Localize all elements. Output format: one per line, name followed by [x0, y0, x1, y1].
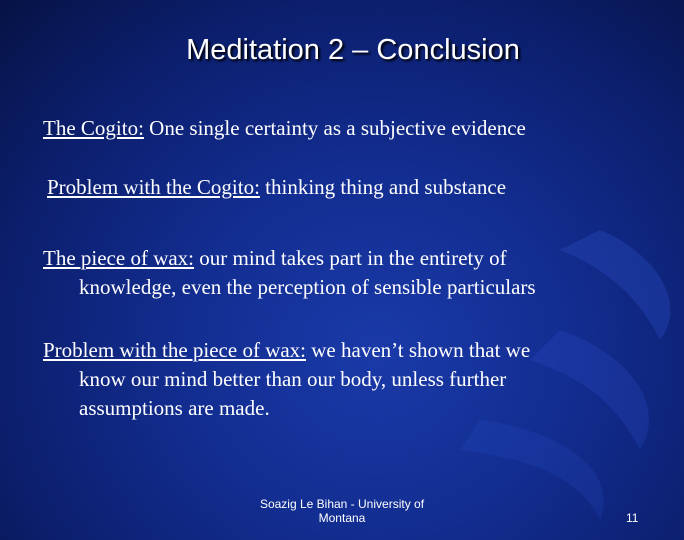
slide-title: Meditation 2 – Conclusion [186, 34, 520, 66]
paragraph-label: Problem with the piece of wax: [43, 338, 307, 362]
page-number: 11 [626, 511, 639, 525]
paragraph-text: One single certainty as a subjective evidence [143, 116, 526, 140]
footer-author-line: Soazig Le Bihan - University of [259, 497, 425, 511]
paragraph-piece-of-wax [43, 244, 633, 302]
paragraph-cogito [43, 114, 633, 143]
paragraph-label: Problem with the Cogito: [47, 175, 260, 199]
slide-footer [250, 497, 434, 525]
paragraph-problem-cogito [47, 173, 637, 202]
paragraph-label: The Cogito: [43, 116, 144, 140]
paragraph-continuation: know our mind better than our body, unless further assumptions are made. [79, 367, 507, 420]
paragraph-problem-wax [43, 336, 603, 423]
paragraph-text: our mind takes part in the entirety of [194, 246, 507, 270]
paragraph-continuation: knowledge, even the perception of sensible particulars [79, 275, 536, 299]
paragraph-text: thinking thing and substance [259, 175, 507, 199]
paragraph-text: we haven’t shown that we [306, 338, 531, 362]
paragraph-label: The piece of wax: [43, 246, 195, 270]
footer-institution-line: Montana [318, 511, 366, 525]
